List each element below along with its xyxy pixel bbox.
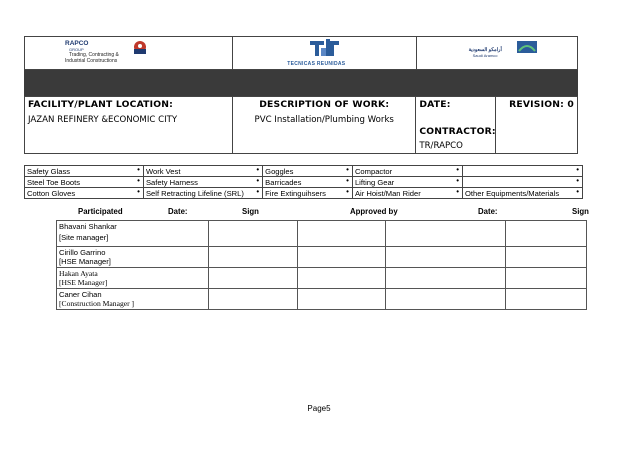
contractor-label: CONTRACTOR:	[419, 126, 496, 137]
participant-cell: Bhavani Shankar [Site manager]	[57, 221, 209, 247]
ppe-item: Air Hoist/Man Rider •	[352, 188, 462, 199]
aramco-logo-icon	[517, 41, 537, 53]
sign-cell[interactable]	[298, 289, 386, 310]
tr-logo-cell	[233, 37, 416, 69]
aramco-arabic: أرامكو السعودية	[468, 47, 502, 53]
approved-cell[interactable]	[386, 268, 506, 289]
rapco-logo-cell	[25, 37, 233, 69]
ppe-item	[463, 166, 583, 177]
ppe-item: Other Equipments/Materials •	[463, 188, 583, 199]
bullet-icon: •	[346, 187, 349, 196]
ppe-item: Barricades •	[263, 177, 353, 188]
date-cell[interactable]	[209, 268, 298, 289]
bullet-icon: •	[576, 187, 579, 196]
table-row	[57, 221, 587, 247]
participant-cell: Caner Cihan [Construction Manager ]	[57, 289, 209, 310]
ppe-item: Safety Harness •	[143, 177, 262, 188]
table-row	[57, 289, 587, 310]
rapco-emblem-icon	[131, 40, 149, 56]
ppe-item: Cotton Gloves •	[25, 188, 144, 199]
approved-cell[interactable]	[386, 221, 506, 247]
ppe-table	[24, 165, 583, 199]
signoff-table	[56, 220, 587, 310]
revision-label: REVISION: 0	[509, 99, 574, 110]
ppe-item: Fire Extinguihsers •	[263, 188, 353, 199]
bullet-icon: •	[456, 165, 459, 174]
table-row	[25, 166, 583, 177]
approver-date-sign-cell[interactable]	[506, 289, 587, 310]
bullet-icon: •	[576, 176, 579, 185]
sign-cell[interactable]	[298, 268, 386, 289]
tr-logo-icon	[309, 38, 343, 60]
bullet-icon: •	[137, 165, 140, 174]
date-cell[interactable]	[209, 247, 298, 268]
logo-header	[24, 36, 578, 70]
bullet-icon: •	[346, 176, 349, 185]
facility-label: FACILITY/PLANT LOCATION:	[28, 99, 174, 110]
ppe-item: Self Retracting Lifeline (SRL) •	[143, 188, 262, 199]
ppe-item: Safety Glass •	[25, 166, 144, 177]
ppe-item	[463, 177, 583, 188]
revision-cell	[496, 97, 577, 153]
ppe-item: Goggles •	[263, 166, 353, 177]
work-value: PVC Installation/Plumbing Works	[254, 115, 394, 125]
ppe-item: Lifting Gear •	[352, 177, 462, 188]
approver-date-sign-cell[interactable]	[506, 247, 587, 268]
table-row	[25, 177, 583, 188]
aramco-name: Saudi Aramco	[472, 53, 498, 58]
bullet-icon: •	[456, 176, 459, 185]
ppe-item: Steel Toe Boots •	[25, 177, 144, 188]
facility-value: JAZAN REFINERY &ECONOMIC CITY	[28, 115, 178, 125]
work-cell	[233, 97, 416, 153]
work-info-table	[24, 96, 578, 154]
signoff-header	[56, 205, 596, 219]
approver-date-sign-cell[interactable]	[506, 221, 587, 247]
approved-cell[interactable]	[386, 247, 506, 268]
date-cell[interactable]	[209, 289, 298, 310]
work-label: DESCRIPTION OF WORK:	[259, 99, 390, 110]
facility-cell	[25, 97, 233, 153]
page-number: Page5	[307, 404, 331, 413]
table-row	[57, 268, 587, 289]
approved-header: Approved by	[350, 207, 398, 216]
header-band	[24, 70, 578, 96]
bullet-icon: •	[456, 187, 459, 196]
ppe-item: Work Vest •	[143, 166, 262, 177]
sign-cell[interactable]	[298, 247, 386, 268]
contractor-value: TR/RAPCO	[419, 141, 463, 151]
sign-cell[interactable]	[298, 221, 386, 247]
table-row	[57, 247, 587, 268]
date-cell[interactable]	[209, 221, 298, 247]
approved-cell[interactable]	[386, 289, 506, 310]
bullet-icon: •	[576, 165, 579, 174]
sign-header-2: Sign	[572, 207, 589, 216]
participant-cell: Cirillo Garrino [HSE Manager]	[57, 247, 209, 268]
rapco-group: GROUP	[69, 47, 84, 52]
approver-date-sign-cell[interactable]	[506, 268, 587, 289]
aramco-logo-cell	[417, 37, 577, 69]
bullet-icon: •	[137, 187, 140, 196]
rapco-line1: Trading, Contracting &	[69, 52, 119, 58]
date-header-2: Date:	[478, 207, 498, 216]
date-contractor-cell	[416, 97, 496, 153]
participant-cell: Hakan Ayata [HSE Manager]	[57, 268, 209, 289]
rapco-name: RAPCO	[65, 40, 89, 47]
ppe-item: Compactor •	[352, 166, 462, 177]
date-label: DATE:	[419, 99, 451, 110]
bullet-icon: •	[256, 176, 260, 185]
bullet-icon: •	[256, 187, 260, 196]
bullet-icon: •	[137, 176, 140, 185]
bullet-icon: •	[256, 165, 260, 174]
rapco-line2: Industrial Constructions	[65, 58, 118, 64]
tr-name: TECNICAS REUNIDAS	[287, 61, 346, 67]
date-header: Date:	[168, 207, 188, 216]
participated-header: Participated	[78, 207, 123, 216]
table-row	[25, 188, 583, 199]
bullet-icon: •	[346, 165, 349, 174]
sign-header: Sign	[242, 207, 259, 216]
